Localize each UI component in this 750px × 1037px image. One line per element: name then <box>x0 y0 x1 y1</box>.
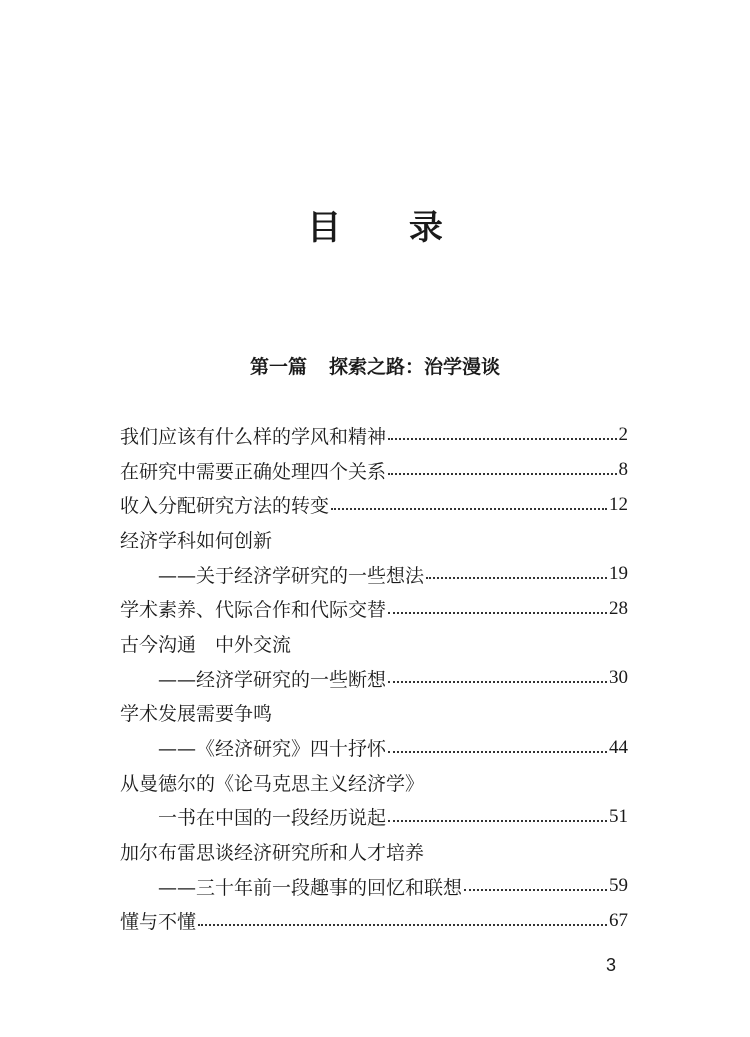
toc-entry-heading[interactable] <box>120 626 628 661</box>
toc-entry[interactable] <box>120 487 628 522</box>
toc-leader-dots <box>388 820 607 822</box>
part-heading <box>0 352 750 379</box>
toc-entry-title: 我们应该有什么样的学风和精神 <box>120 425 387 448</box>
toc-entry-subtitle[interactable] <box>120 661 628 696</box>
toc-leader-dots <box>388 473 616 475</box>
toc-entry-title: 学术素养、代际合作和代际交替 <box>120 599 387 622</box>
toc-entry-title: ——关于经济学研究的一些想法 <box>158 564 425 587</box>
toc-entry-page: 67 <box>609 909 628 931</box>
toc-leader-dots <box>388 438 616 440</box>
toc-leader-dots <box>388 681 607 683</box>
toc-entry-page: 30 <box>609 667 628 689</box>
toc-entry-heading[interactable] <box>120 696 628 731</box>
toc-entry-page: 12 <box>609 493 628 515</box>
toc-entry-page: 2 <box>618 424 628 446</box>
toc-entry[interactable] <box>120 453 628 488</box>
toc-entry-page: 8 <box>618 459 628 481</box>
toc-entry-title: 收入分配研究方法的转变 <box>120 495 330 518</box>
toc-entry-subtitle[interactable] <box>120 800 628 835</box>
part-name: 探索之路：治学漫谈 <box>329 356 501 378</box>
toc-leader-dots <box>388 751 607 753</box>
toc-entry-title: 一书在中国的一段经历说起 <box>158 807 387 830</box>
toc-leader-dots <box>198 924 607 926</box>
toc-entry-title: 学术发展需要争鸣 <box>120 703 273 726</box>
toc-entry-heading[interactable] <box>120 834 628 869</box>
toc-entry-subtitle[interactable] <box>120 869 628 904</box>
toc-leader-dots <box>331 508 607 510</box>
toc-entry-page: 44 <box>609 736 628 758</box>
toc-entry-title: 加尔布雷思谈经济研究所和人才培养 <box>120 842 425 865</box>
toc-entry-page: 19 <box>609 563 628 585</box>
toc-entry[interactable] <box>120 418 628 453</box>
toc-entry-page: 28 <box>609 597 628 619</box>
toc-entry-heading[interactable] <box>120 765 628 800</box>
table-of-contents <box>120 418 628 938</box>
toc-entry-subtitle[interactable] <box>120 557 628 592</box>
toc-entry[interactable] <box>120 591 628 626</box>
toc-entry-title: 懂与不懂 <box>120 911 197 934</box>
toc-entry-subtitle[interactable] <box>120 730 628 765</box>
toc-entry-title: 古今沟通 中外交流 <box>120 633 292 656</box>
page-number: 3 <box>606 955 617 975</box>
toc-entry-title: 从曼德尔的《论马克思主义经济学》 <box>120 772 425 795</box>
part-number: 第一篇 <box>249 356 307 378</box>
toc-entry-title: ——三十年前一段趣事的回忆和联想 <box>158 876 463 899</box>
toc-entry-title: 经济学科如何创新 <box>120 529 273 552</box>
toc-entry-title: ——《经济研究》四十抒怀 <box>158 738 387 761</box>
toc-entry-title: ——经济学研究的一些断想 <box>158 668 387 691</box>
toc-entry[interactable] <box>120 904 628 939</box>
toc-entry-heading[interactable] <box>120 522 628 557</box>
toc-leader-dots <box>426 577 607 579</box>
toc-leader-dots <box>388 612 607 614</box>
toc-entry-page: 51 <box>609 805 628 827</box>
toc-entry-title: 在研究中需要正确处理四个关系 <box>120 460 387 483</box>
toc-entry-page: 59 <box>609 875 628 897</box>
page-title: 目 录 <box>307 208 471 248</box>
toc-leader-dots <box>464 889 607 891</box>
